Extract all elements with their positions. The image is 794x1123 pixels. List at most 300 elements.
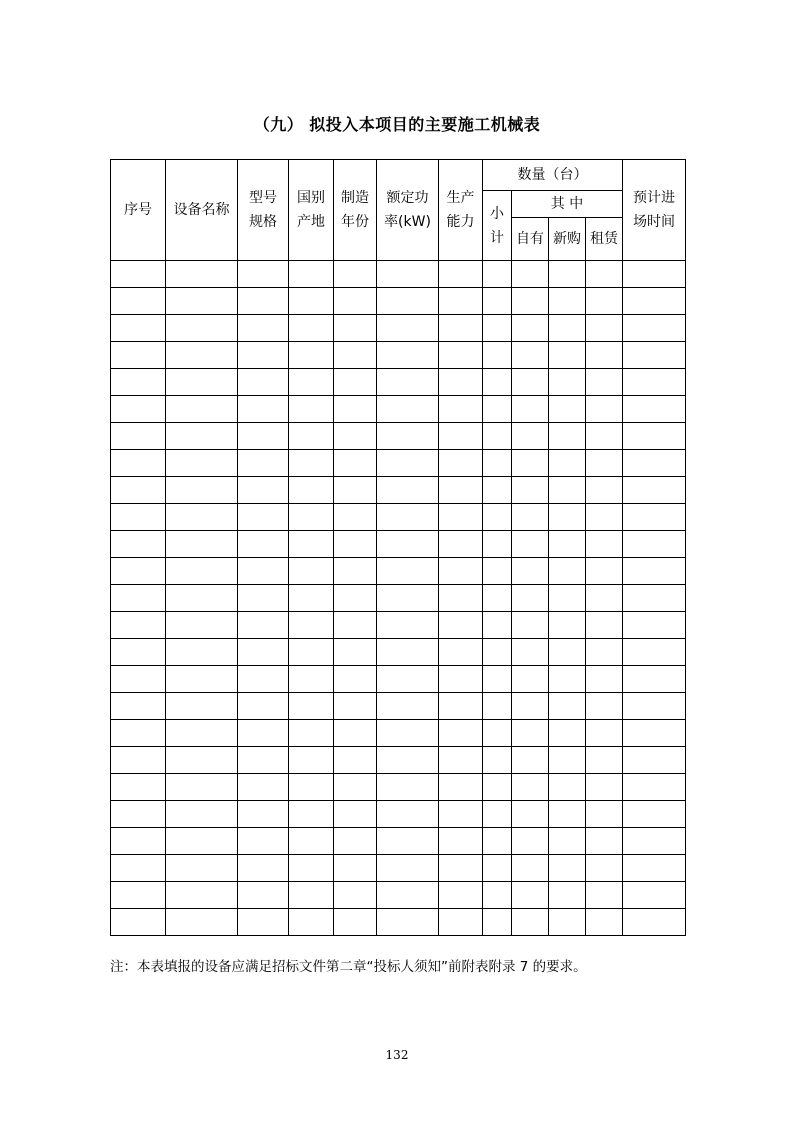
table-cell [512, 288, 549, 315]
table-cell [586, 693, 623, 720]
table-cell [289, 477, 334, 504]
table-cell [111, 423, 166, 450]
table-cell [377, 261, 439, 288]
table-cell [238, 342, 289, 369]
table-cell [439, 801, 483, 828]
table-cell [483, 423, 512, 450]
table-cell [549, 801, 586, 828]
table-cell [483, 639, 512, 666]
table-cell [238, 585, 289, 612]
table-cell [111, 855, 166, 882]
table-cell [334, 531, 377, 558]
table-cell [549, 504, 586, 531]
table-cell [512, 909, 549, 936]
table-cell [512, 828, 549, 855]
table-cell [439, 477, 483, 504]
header-model-spec [238, 160, 289, 261]
table-cell [289, 828, 334, 855]
table-row [111, 504, 686, 531]
table-cell [166, 396, 238, 423]
table-row [111, 693, 686, 720]
table-cell [512, 396, 549, 423]
table-cell [111, 531, 166, 558]
table-cell [623, 639, 686, 666]
table-cell [623, 909, 686, 936]
table-cell [111, 774, 166, 801]
table-cell [334, 342, 377, 369]
table-cell [623, 450, 686, 477]
table-cell [377, 423, 439, 450]
table-cell [549, 342, 586, 369]
header-power-line-1: 额定功 [386, 190, 429, 206]
table-cell [483, 747, 512, 774]
table-cell [586, 288, 623, 315]
table-row [111, 261, 686, 288]
table-cell [483, 720, 512, 747]
table-cell [586, 720, 623, 747]
table-cell [586, 558, 623, 585]
table-cell [377, 666, 439, 693]
table-cell [166, 423, 238, 450]
header-year-line-2: 年份 [341, 214, 369, 230]
table-cell [483, 369, 512, 396]
table-row [111, 558, 686, 585]
table-cell [334, 693, 377, 720]
header-among: 其 中 [512, 191, 623, 218]
table-cell [289, 882, 334, 909]
table-cell [549, 720, 586, 747]
table-cell [512, 612, 549, 639]
table-cell [439, 882, 483, 909]
table-cell [111, 639, 166, 666]
table-cell [439, 774, 483, 801]
table-cell [439, 612, 483, 639]
table-cell [377, 747, 439, 774]
table-cell [623, 585, 686, 612]
table-cell [549, 639, 586, 666]
table-cell [111, 612, 166, 639]
table-row [111, 396, 686, 423]
table-cell [586, 882, 623, 909]
table-cell [166, 342, 238, 369]
table-cell [439, 261, 483, 288]
table-cell [586, 855, 623, 882]
table-cell [512, 720, 549, 747]
table-cell [623, 369, 686, 396]
table-cell [512, 531, 549, 558]
table-cell [377, 369, 439, 396]
table-cell [334, 477, 377, 504]
table-cell [166, 531, 238, 558]
table-cell [289, 423, 334, 450]
table-cell [166, 504, 238, 531]
table-row [111, 720, 686, 747]
table-cell [238, 423, 289, 450]
table-cell [334, 558, 377, 585]
table-cell [377, 828, 439, 855]
table-row [111, 423, 686, 450]
table-cell [111, 828, 166, 855]
table-cell [166, 477, 238, 504]
table-cell [111, 261, 166, 288]
header-model-line-2: 规格 [249, 214, 277, 230]
table-cell [623, 423, 686, 450]
table-cell [512, 558, 549, 585]
header-seq: 序号 [111, 160, 166, 261]
table-cell [623, 558, 686, 585]
table-cell [166, 882, 238, 909]
table-cell [512, 261, 549, 288]
table-cell [549, 585, 586, 612]
table-cell [238, 396, 289, 423]
table-cell [483, 774, 512, 801]
table-cell [238, 558, 289, 585]
table-cell [238, 369, 289, 396]
table-cell [439, 450, 483, 477]
table-cell [483, 477, 512, 504]
table-cell [512, 342, 549, 369]
table-cell [483, 261, 512, 288]
table-cell [334, 315, 377, 342]
table-cell [289, 909, 334, 936]
table-cell [586, 666, 623, 693]
header-origin-line-1: 国别 [297, 190, 325, 206]
table-cell [439, 423, 483, 450]
table-cell [549, 423, 586, 450]
table-cell [334, 720, 377, 747]
table-row [111, 774, 686, 801]
table-cell [483, 396, 512, 423]
table-cell [512, 450, 549, 477]
table-cell [377, 774, 439, 801]
table-cell [238, 693, 289, 720]
table-cell [439, 855, 483, 882]
table-cell [623, 504, 686, 531]
header-capacity-line-1: 生产 [446, 190, 475, 206]
table-cell [483, 531, 512, 558]
table-row [111, 855, 686, 882]
table-cell [512, 693, 549, 720]
table-cell [111, 909, 166, 936]
table-cell [483, 342, 512, 369]
table-cell [623, 774, 686, 801]
table-cell [586, 747, 623, 774]
table-cell [377, 396, 439, 423]
table-cell [238, 747, 289, 774]
table-cell [166, 288, 238, 315]
table-cell [166, 801, 238, 828]
table-cell [549, 855, 586, 882]
table-cell [334, 774, 377, 801]
table-cell [334, 828, 377, 855]
header-year-line-1: 制造 [341, 190, 369, 206]
page-number: 132 [385, 1048, 409, 1062]
header-entry-line-2: 场时间 [633, 214, 675, 230]
table-cell [483, 585, 512, 612]
table-row [111, 882, 686, 909]
table-cell [238, 531, 289, 558]
table-cell [586, 477, 623, 504]
table-cell [377, 477, 439, 504]
table-cell [334, 909, 377, 936]
table-cell [289, 585, 334, 612]
header-origin-line-2: 产地 [297, 214, 325, 230]
table-cell [549, 666, 586, 693]
table-row [111, 747, 686, 774]
table-cell [483, 828, 512, 855]
table-cell [586, 369, 623, 396]
table-cell [166, 369, 238, 396]
table-cell [483, 612, 512, 639]
table-cell [377, 342, 439, 369]
header-capacity-line-2: 能力 [446, 214, 475, 230]
table-cell [439, 585, 483, 612]
table-cell [439, 369, 483, 396]
header-equipment-name: 设备名称 [166, 160, 238, 261]
table-cell [483, 801, 512, 828]
table-cell [166, 747, 238, 774]
table-cell [623, 477, 686, 504]
header-entry-time [623, 160, 686, 261]
table-cell [623, 666, 686, 693]
table-cell [238, 504, 289, 531]
table-row [111, 450, 686, 477]
table-cell [377, 612, 439, 639]
table-cell [334, 261, 377, 288]
table-cell [377, 720, 439, 747]
table-cell [238, 909, 289, 936]
header-subtotal-line-2: 计 [490, 229, 504, 246]
table-cell [289, 504, 334, 531]
table-cell [166, 639, 238, 666]
table-cell [586, 531, 623, 558]
table-cell [334, 369, 377, 396]
table-cell [334, 666, 377, 693]
table-cell [334, 450, 377, 477]
table-cell [483, 315, 512, 342]
table-cell [289, 666, 334, 693]
header-row-1 [111, 160, 686, 191]
table-cell [166, 693, 238, 720]
table-cell [483, 450, 512, 477]
table-row [111, 612, 686, 639]
table-cell [439, 288, 483, 315]
table-cell [549, 693, 586, 720]
table-cell [439, 315, 483, 342]
table-cell [439, 720, 483, 747]
table-cell [166, 315, 238, 342]
table-cell [549, 558, 586, 585]
table-cell [289, 639, 334, 666]
table-cell [483, 855, 512, 882]
table-cell [549, 450, 586, 477]
table-cell [623, 828, 686, 855]
table-cell [623, 315, 686, 342]
table-cell [439, 504, 483, 531]
header-rated-power [377, 160, 439, 261]
header-model-line-1: 型号 [249, 190, 277, 206]
table-cell [549, 774, 586, 801]
table-cell [334, 855, 377, 882]
table-cell [549, 288, 586, 315]
table-cell [439, 558, 483, 585]
header-subtotal [483, 191, 512, 261]
table-cell [111, 504, 166, 531]
table-cell [623, 882, 686, 909]
table-cell [512, 666, 549, 693]
table-cell [586, 423, 623, 450]
table-cell [166, 828, 238, 855]
table-cell [377, 504, 439, 531]
table-cell [586, 801, 623, 828]
table-cell [512, 504, 549, 531]
table-cell [166, 585, 238, 612]
table-cell [166, 450, 238, 477]
table-cell [377, 639, 439, 666]
table-cell [623, 855, 686, 882]
header-manufacture-year [334, 160, 377, 261]
table-cell [377, 909, 439, 936]
table-cell [334, 612, 377, 639]
table-row [111, 315, 686, 342]
table-cell [289, 801, 334, 828]
table-row [111, 288, 686, 315]
table-cell [439, 693, 483, 720]
table-cell [238, 639, 289, 666]
table-cell [483, 504, 512, 531]
table-cell [623, 612, 686, 639]
table-cell [111, 585, 166, 612]
table-cell [334, 882, 377, 909]
table-cell [238, 720, 289, 747]
table-cell [586, 774, 623, 801]
table-cell [549, 477, 586, 504]
table-row [111, 369, 686, 396]
table-cell [289, 774, 334, 801]
table-cell [289, 288, 334, 315]
table-cell [623, 261, 686, 288]
table-row [111, 909, 686, 936]
table-cell [289, 855, 334, 882]
table-cell [623, 747, 686, 774]
table-cell [289, 369, 334, 396]
table-cell [586, 828, 623, 855]
table-cell [439, 531, 483, 558]
equipment-table [110, 159, 686, 936]
table-cell [586, 315, 623, 342]
table-cell [586, 450, 623, 477]
table-cell [512, 801, 549, 828]
table-cell [549, 612, 586, 639]
table-row [111, 639, 686, 666]
table-cell [377, 855, 439, 882]
table-cell [111, 396, 166, 423]
table-cell [512, 315, 549, 342]
table-cell [586, 585, 623, 612]
table-cell [586, 504, 623, 531]
table-cell [483, 288, 512, 315]
header-new: 新购 [549, 218, 586, 261]
table-cell [549, 909, 586, 936]
table-cell [166, 909, 238, 936]
table-cell [483, 666, 512, 693]
table-cell [166, 666, 238, 693]
table-cell [439, 396, 483, 423]
table-row [111, 477, 686, 504]
table-row [111, 585, 686, 612]
table-cell [623, 801, 686, 828]
header-quantity: 数量（台） [483, 160, 623, 191]
table-cell [111, 558, 166, 585]
header-origin [289, 160, 334, 261]
table-cell [238, 855, 289, 882]
table-row [111, 666, 686, 693]
table-cell [377, 315, 439, 342]
table-cell [512, 369, 549, 396]
table-cell [439, 828, 483, 855]
table-cell [111, 666, 166, 693]
table-cell [111, 882, 166, 909]
table-cell [483, 909, 512, 936]
table-cell [334, 747, 377, 774]
table-cell [512, 639, 549, 666]
table-cell [166, 612, 238, 639]
table-cell [238, 288, 289, 315]
table-cell [377, 558, 439, 585]
table-cell [111, 720, 166, 747]
table-cell [238, 261, 289, 288]
header-rent: 租赁 [586, 218, 623, 261]
table-cell [483, 558, 512, 585]
table-cell [238, 612, 289, 639]
table-cell [289, 693, 334, 720]
page-title: （九） 拟投入本项目的主要施工机械表 [253, 115, 541, 134]
table-cell [238, 666, 289, 693]
table-cell [439, 747, 483, 774]
table-cell [549, 828, 586, 855]
table-cell [334, 288, 377, 315]
table-cell [377, 585, 439, 612]
table-cell [238, 828, 289, 855]
table-cell [377, 288, 439, 315]
table-cell [111, 342, 166, 369]
table-cell [289, 450, 334, 477]
table-cell [483, 693, 512, 720]
table-cell [623, 288, 686, 315]
table-cell [623, 693, 686, 720]
table-cell [377, 693, 439, 720]
table-cell [334, 639, 377, 666]
table-cell [439, 909, 483, 936]
table-cell [512, 882, 549, 909]
table-cell [377, 882, 439, 909]
table-cell [623, 531, 686, 558]
table-cell [334, 801, 377, 828]
table-cell [334, 504, 377, 531]
table-cell [586, 342, 623, 369]
table-cell [439, 342, 483, 369]
table-cell [483, 882, 512, 909]
table-cell [238, 882, 289, 909]
table-cell [586, 639, 623, 666]
header-production-capacity [439, 160, 483, 261]
table-cell [586, 261, 623, 288]
table-cell [289, 531, 334, 558]
table-cell [111, 477, 166, 504]
table-cell [111, 450, 166, 477]
table-cell [166, 261, 238, 288]
table-cell [549, 747, 586, 774]
